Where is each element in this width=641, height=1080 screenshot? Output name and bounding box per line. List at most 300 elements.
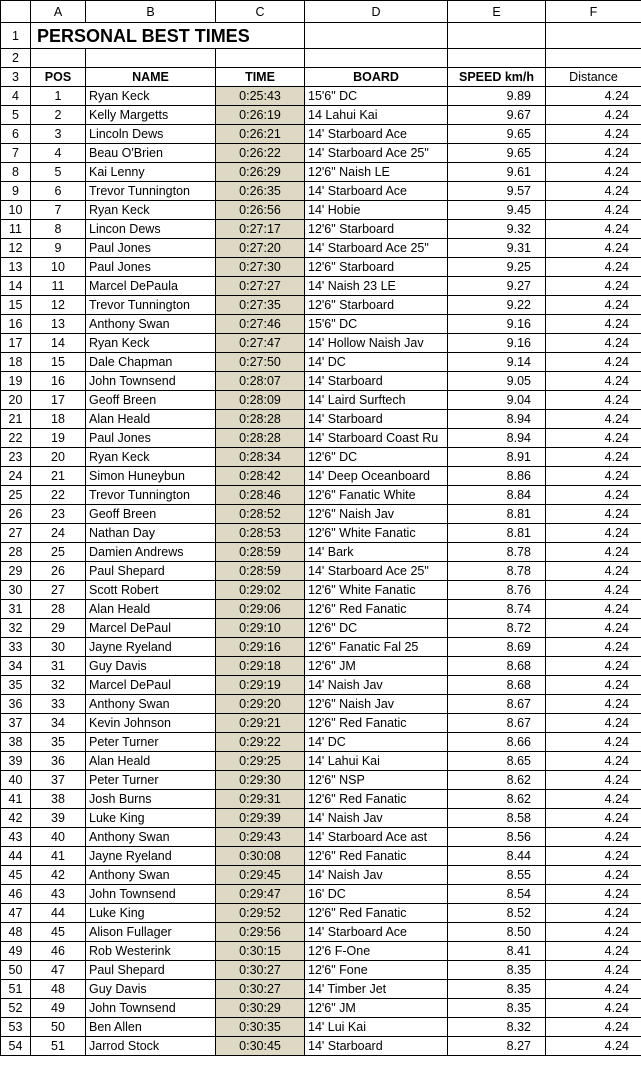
cell-board[interactable]: 12'6" Naish LE	[305, 163, 448, 182]
cell-time[interactable]: 0:30:27	[216, 980, 305, 999]
cell-pos[interactable]: 47	[31, 961, 86, 980]
row-header[interactable]: 3	[1, 68, 31, 87]
row-header[interactable]: 53	[1, 1018, 31, 1037]
cell-name[interactable]: John Townsend	[86, 999, 216, 1018]
cell-distance[interactable]: 4.24	[546, 353, 641, 372]
row-header[interactable]: 40	[1, 771, 31, 790]
cell-board[interactable]: 14' Starboard Ace ast	[305, 828, 448, 847]
cell-name[interactable]: Alan Heald	[86, 600, 216, 619]
cell-pos[interactable]: 25	[31, 543, 86, 562]
cell-distance[interactable]: 4.24	[546, 106, 641, 125]
cell-board[interactable]: 12'6" Red Fanatic	[305, 714, 448, 733]
cell[interactable]	[448, 23, 546, 49]
cell-speed[interactable]: 8.78	[448, 562, 546, 581]
cell-time[interactable]: 0:29:19	[216, 676, 305, 695]
cell-name[interactable]: Luke King	[86, 809, 216, 828]
row-header[interactable]: 16	[1, 315, 31, 334]
cell-pos[interactable]: 37	[31, 771, 86, 790]
row-header[interactable]: 32	[1, 619, 31, 638]
cell-name[interactable]: Jarrod Stock	[86, 1037, 216, 1056]
cell-name[interactable]: Anthony Swan	[86, 828, 216, 847]
cell-distance[interactable]: 4.24	[546, 600, 641, 619]
cell-board[interactable]: 12'6" Fone	[305, 961, 448, 980]
cell-name[interactable]: Geoff Breen	[86, 391, 216, 410]
cell-time[interactable]: 0:29:31	[216, 790, 305, 809]
cell-board[interactable]: 14' Timber Jet	[305, 980, 448, 999]
cell-board[interactable]: 12'6 F-One	[305, 942, 448, 961]
cell-speed[interactable]: 9.32	[448, 220, 546, 239]
cell-pos[interactable]: 45	[31, 923, 86, 942]
row-header[interactable]: 21	[1, 410, 31, 429]
header-board[interactable]: BOARD	[305, 68, 448, 87]
cell-speed[interactable]: 8.74	[448, 600, 546, 619]
row-header[interactable]: 37	[1, 714, 31, 733]
cell-name[interactable]: Paul Shepard	[86, 961, 216, 980]
cell-time[interactable]: 0:29:21	[216, 714, 305, 733]
cell-name[interactable]: Peter Turner	[86, 771, 216, 790]
cell-pos[interactable]: 22	[31, 486, 86, 505]
row-header[interactable]: 51	[1, 980, 31, 999]
cell-pos[interactable]: 2	[31, 106, 86, 125]
cell-name[interactable]: Alan Heald	[86, 752, 216, 771]
cell-time[interactable]: 0:27:27	[216, 277, 305, 296]
cell-board[interactable]: 12'6" Naish Jav	[305, 505, 448, 524]
cell-name[interactable]: Dale Chapman	[86, 353, 216, 372]
cell-pos[interactable]: 34	[31, 714, 86, 733]
cell-time[interactable]: 0:27:35	[216, 296, 305, 315]
cell-distance[interactable]: 4.24	[546, 505, 641, 524]
cell-time[interactable]: 0:30:45	[216, 1037, 305, 1056]
cell-pos[interactable]: 11	[31, 277, 86, 296]
cell-pos[interactable]: 35	[31, 733, 86, 752]
cell-name[interactable]: Rob Westerink	[86, 942, 216, 961]
cell-time[interactable]: 0:28:28	[216, 410, 305, 429]
row-header[interactable]: 39	[1, 752, 31, 771]
cell[interactable]	[305, 49, 448, 68]
cell-time[interactable]: 0:27:17	[216, 220, 305, 239]
row-header[interactable]: 42	[1, 809, 31, 828]
cell-name[interactable]: Ryan Keck	[86, 334, 216, 353]
cell-name[interactable]: Kai Lenny	[86, 163, 216, 182]
cell-distance[interactable]: 4.24	[546, 980, 641, 999]
cell-pos[interactable]: 13	[31, 315, 86, 334]
cell-time[interactable]: 0:30:15	[216, 942, 305, 961]
cell-distance[interactable]: 4.24	[546, 543, 641, 562]
cell-name[interactable]: Kevin Johnson	[86, 714, 216, 733]
cell-speed[interactable]: 8.81	[448, 505, 546, 524]
row-header[interactable]: 48	[1, 923, 31, 942]
cell-board[interactable]: 14' Deep Oceanboard	[305, 467, 448, 486]
cell-name[interactable]: Geoff Breen	[86, 505, 216, 524]
cell-distance[interactable]: 4.24	[546, 467, 641, 486]
row-header[interactable]: 34	[1, 657, 31, 676]
cell-speed[interactable]: 8.58	[448, 809, 546, 828]
cell-distance[interactable]: 4.24	[546, 524, 641, 543]
row-header[interactable]: 47	[1, 904, 31, 923]
row-header[interactable]: 35	[1, 676, 31, 695]
cell-pos[interactable]: 51	[31, 1037, 86, 1056]
row-header[interactable]: 18	[1, 353, 31, 372]
cell-board[interactable]: 12'6" DC	[305, 619, 448, 638]
cell[interactable]	[31, 49, 86, 68]
cell-time[interactable]: 0:29:06	[216, 600, 305, 619]
row-header[interactable]: 23	[1, 448, 31, 467]
cell-board[interactable]: 14' Starboard	[305, 410, 448, 429]
cell-speed[interactable]: 9.22	[448, 296, 546, 315]
row-header[interactable]: 52	[1, 999, 31, 1018]
cell-name[interactable]: Beau O'Brien	[86, 144, 216, 163]
cell-name[interactable]: Scott Robert	[86, 581, 216, 600]
cell-time[interactable]: 0:29:30	[216, 771, 305, 790]
cell-pos[interactable]: 27	[31, 581, 86, 600]
cell-speed[interactable]: 8.50	[448, 923, 546, 942]
cell-name[interactable]: Paul Shepard	[86, 562, 216, 581]
cell-board[interactable]: 12'6" NSP	[305, 771, 448, 790]
cell-distance[interactable]: 4.24	[546, 486, 641, 505]
cell-board[interactable]: 14' Lui Kai	[305, 1018, 448, 1037]
cell-speed[interactable]: 8.69	[448, 638, 546, 657]
cell-distance[interactable]: 4.24	[546, 809, 641, 828]
cell-board[interactable]: 12'6" Starboard	[305, 296, 448, 315]
cell-speed[interactable]: 8.62	[448, 771, 546, 790]
cell-board[interactable]: 12'6" DC	[305, 448, 448, 467]
row-header[interactable]: 46	[1, 885, 31, 904]
cell-name[interactable]: Marcel DePaul	[86, 619, 216, 638]
cell-name[interactable]: Alan Heald	[86, 410, 216, 429]
cell-board[interactable]: 14' Hollow Naish Jav	[305, 334, 448, 353]
cell-name[interactable]: Anthony Swan	[86, 315, 216, 334]
cell-distance[interactable]: 4.24	[546, 562, 641, 581]
cell-name[interactable]: Ben Allen	[86, 1018, 216, 1037]
cell-distance[interactable]: 4.24	[546, 619, 641, 638]
cell-board[interactable]: 15'6" DC	[305, 315, 448, 334]
cell-time[interactable]: 0:27:50	[216, 353, 305, 372]
cell-distance[interactable]: 4.24	[546, 163, 641, 182]
cell-pos[interactable]: 9	[31, 239, 86, 258]
cell-pos[interactable]: 21	[31, 467, 86, 486]
cell-time[interactable]: 0:28:42	[216, 467, 305, 486]
cell-distance[interactable]: 4.24	[546, 239, 641, 258]
cell-name[interactable]: Nathan Day	[86, 524, 216, 543]
row-header[interactable]: 12	[1, 239, 31, 258]
cell-time[interactable]: 0:26:35	[216, 182, 305, 201]
header-distance[interactable]: Distance	[546, 68, 641, 87]
cell-pos[interactable]: 4	[31, 144, 86, 163]
row-header[interactable]: 43	[1, 828, 31, 847]
cell-distance[interactable]: 4.24	[546, 638, 641, 657]
cell-speed[interactable]: 8.55	[448, 866, 546, 885]
cell-pos[interactable]: 18	[31, 410, 86, 429]
cell-time[interactable]: 0:29:02	[216, 581, 305, 600]
header-pos[interactable]: POS	[31, 68, 86, 87]
column-header-c[interactable]: C	[216, 1, 305, 23]
cell-pos[interactable]: 14	[31, 334, 86, 353]
cell-name[interactable]: John Townsend	[86, 372, 216, 391]
cell-speed[interactable]: 8.44	[448, 847, 546, 866]
cell-distance[interactable]: 4.24	[546, 771, 641, 790]
row-header[interactable]: 19	[1, 372, 31, 391]
cell-distance[interactable]: 4.24	[546, 676, 641, 695]
cell-name[interactable]: Peter Turner	[86, 733, 216, 752]
cell-time[interactable]: 0:26:19	[216, 106, 305, 125]
row-header[interactable]: 5	[1, 106, 31, 125]
cell-speed[interactable]: 9.14	[448, 353, 546, 372]
header-speed[interactable]: SPEED km/h	[448, 68, 546, 87]
cell-name[interactable]: Simon Huneybun	[86, 467, 216, 486]
cell-board[interactable]: 12'6" Starboard	[305, 258, 448, 277]
cell-speed[interactable]: 9.61	[448, 163, 546, 182]
cell-speed[interactable]: 8.67	[448, 695, 546, 714]
cell-board[interactable]: 12'6" White Fanatic	[305, 524, 448, 543]
cell[interactable]	[546, 49, 641, 68]
cell-pos[interactable]: 29	[31, 619, 86, 638]
cell-name[interactable]: Paul Jones	[86, 239, 216, 258]
cell-distance[interactable]: 4.24	[546, 752, 641, 771]
cell-time[interactable]: 0:29:18	[216, 657, 305, 676]
cell-distance[interactable]: 4.24	[546, 1037, 641, 1056]
row-header[interactable]: 38	[1, 733, 31, 752]
cell-speed[interactable]: 9.04	[448, 391, 546, 410]
cell-speed[interactable]: 8.68	[448, 657, 546, 676]
cell-distance[interactable]: 4.24	[546, 714, 641, 733]
cell-speed[interactable]: 8.84	[448, 486, 546, 505]
cell-time[interactable]: 0:29:52	[216, 904, 305, 923]
cell-pos[interactable]: 39	[31, 809, 86, 828]
cell-distance[interactable]: 4.24	[546, 182, 641, 201]
cell-pos[interactable]: 17	[31, 391, 86, 410]
cell-speed[interactable]: 9.57	[448, 182, 546, 201]
cell-board[interactable]: 14' Lahui Kai	[305, 752, 448, 771]
cell-board[interactable]: 12'6" JM	[305, 999, 448, 1018]
column-header-e[interactable]: E	[448, 1, 546, 23]
cell-pos[interactable]: 8	[31, 220, 86, 239]
cell-time[interactable]: 0:27:46	[216, 315, 305, 334]
cell-distance[interactable]: 4.24	[546, 695, 641, 714]
cell[interactable]	[305, 23, 448, 49]
row-header[interactable]: 2	[1, 49, 31, 68]
cell-distance[interactable]: 4.24	[546, 296, 641, 315]
cell-speed[interactable]: 9.05	[448, 372, 546, 391]
cell-speed[interactable]: 9.65	[448, 125, 546, 144]
cell-speed[interactable]: 8.67	[448, 714, 546, 733]
cell-name[interactable]: Ryan Keck	[86, 201, 216, 220]
cell-time[interactable]: 0:29:25	[216, 752, 305, 771]
cell-name[interactable]: Jayne Ryeland	[86, 847, 216, 866]
cell-pos[interactable]: 41	[31, 847, 86, 866]
cell-time[interactable]: 0:25:43	[216, 87, 305, 106]
cell-speed[interactable]: 8.54	[448, 885, 546, 904]
cell-time[interactable]: 0:29:43	[216, 828, 305, 847]
cell-pos[interactable]: 36	[31, 752, 86, 771]
row-header[interactable]: 24	[1, 467, 31, 486]
cell-distance[interactable]: 4.24	[546, 220, 641, 239]
cell-distance[interactable]: 4.24	[546, 999, 641, 1018]
cell-name[interactable]: Marcel DePaula	[86, 277, 216, 296]
select-all-corner[interactable]	[1, 1, 31, 23]
cell-pos[interactable]: 6	[31, 182, 86, 201]
cell-pos[interactable]: 7	[31, 201, 86, 220]
row-header[interactable]: 17	[1, 334, 31, 353]
row-header[interactable]: 1	[1, 23, 31, 49]
cell-distance[interactable]: 4.24	[546, 429, 641, 448]
cell-name[interactable]: Ryan Keck	[86, 87, 216, 106]
cell-board[interactable]: 14' Naish 23 LE	[305, 277, 448, 296]
cell-distance[interactable]: 4.24	[546, 790, 641, 809]
cell-distance[interactable]: 4.24	[546, 828, 641, 847]
sheet-title[interactable]: PERSONAL BEST TIMES	[31, 23, 305, 49]
cell-distance[interactable]: 4.24	[546, 372, 641, 391]
cell-speed[interactable]: 9.16	[448, 315, 546, 334]
cell-speed[interactable]: 8.65	[448, 752, 546, 771]
cell-pos[interactable]: 19	[31, 429, 86, 448]
cell-pos[interactable]: 26	[31, 562, 86, 581]
cell-pos[interactable]: 40	[31, 828, 86, 847]
row-header[interactable]: 44	[1, 847, 31, 866]
cell-pos[interactable]: 32	[31, 676, 86, 695]
cell-pos[interactable]: 28	[31, 600, 86, 619]
cell-distance[interactable]: 4.24	[546, 657, 641, 676]
cell-speed[interactable]: 8.32	[448, 1018, 546, 1037]
cell-speed[interactable]: 8.94	[448, 429, 546, 448]
cell-time[interactable]: 0:30:08	[216, 847, 305, 866]
row-header[interactable]: 28	[1, 543, 31, 562]
row-header[interactable]: 45	[1, 866, 31, 885]
cell-name[interactable]: Luke King	[86, 904, 216, 923]
row-header[interactable]: 6	[1, 125, 31, 144]
cell-name[interactable]: Trevor Tunnington	[86, 182, 216, 201]
cell[interactable]	[546, 23, 641, 49]
cell-board[interactable]: 14' Starboard Ace	[305, 182, 448, 201]
cell-distance[interactable]: 4.24	[546, 866, 641, 885]
cell-time[interactable]: 0:28:34	[216, 448, 305, 467]
row-header[interactable]: 10	[1, 201, 31, 220]
cell-speed[interactable]: 8.66	[448, 733, 546, 752]
cell-name[interactable]: Lincoln Dews	[86, 125, 216, 144]
cell-board[interactable]: 14' Starboard Ace	[305, 923, 448, 942]
row-header[interactable]: 13	[1, 258, 31, 277]
cell-name[interactable]: Trevor Tunnington	[86, 296, 216, 315]
cell-pos[interactable]: 15	[31, 353, 86, 372]
cell-distance[interactable]: 4.24	[546, 448, 641, 467]
cell-speed[interactable]: 8.86	[448, 467, 546, 486]
cell-board[interactable]: 14 Lahui Kai	[305, 106, 448, 125]
cell-pos[interactable]: 10	[31, 258, 86, 277]
cell-time[interactable]: 0:27:47	[216, 334, 305, 353]
cell[interactable]	[216, 49, 305, 68]
cell-name[interactable]: Paul Jones	[86, 258, 216, 277]
cell-speed[interactable]: 9.27	[448, 277, 546, 296]
row-header[interactable]: 54	[1, 1037, 31, 1056]
cell-board[interactable]: 14' Starboard	[305, 372, 448, 391]
cell-time[interactable]: 0:29:56	[216, 923, 305, 942]
cell-time[interactable]: 0:29:47	[216, 885, 305, 904]
cell-pos[interactable]: 3	[31, 125, 86, 144]
cell-time[interactable]: 0:26:21	[216, 125, 305, 144]
row-header[interactable]: 8	[1, 163, 31, 182]
cell-speed[interactable]: 8.35	[448, 999, 546, 1018]
cell-time[interactable]: 0:29:45	[216, 866, 305, 885]
cell-time[interactable]: 0:27:30	[216, 258, 305, 277]
cell-speed[interactable]: 8.76	[448, 581, 546, 600]
cell-name[interactable]: Trevor Tunnington	[86, 486, 216, 505]
cell-pos[interactable]: 31	[31, 657, 86, 676]
cell-speed[interactable]: 9.45	[448, 201, 546, 220]
cell-time[interactable]: 0:28:07	[216, 372, 305, 391]
cell-distance[interactable]: 4.24	[546, 277, 641, 296]
cell-distance[interactable]: 4.24	[546, 733, 641, 752]
cell-board[interactable]: 12'6" Starboard	[305, 220, 448, 239]
cell-name[interactable]: John Townsend	[86, 885, 216, 904]
cell-name[interactable]: Anthony Swan	[86, 695, 216, 714]
cell-pos[interactable]: 5	[31, 163, 86, 182]
cell-distance[interactable]: 4.24	[546, 87, 641, 106]
cell-name[interactable]: Ryan Keck	[86, 448, 216, 467]
cell-speed[interactable]: 8.56	[448, 828, 546, 847]
cell-speed[interactable]: 9.67	[448, 106, 546, 125]
cell-time[interactable]: 0:30:35	[216, 1018, 305, 1037]
cell-distance[interactable]: 4.24	[546, 410, 641, 429]
cell-board[interactable]: 12'6" Red Fanatic	[305, 847, 448, 866]
cell-board[interactable]: 12'6" White Fanatic	[305, 581, 448, 600]
cell-time[interactable]: 0:26:22	[216, 144, 305, 163]
cell-distance[interactable]: 4.24	[546, 315, 641, 334]
cell-speed[interactable]: 8.91	[448, 448, 546, 467]
row-header[interactable]: 7	[1, 144, 31, 163]
cell-pos[interactable]: 30	[31, 638, 86, 657]
cell-speed[interactable]: 8.72	[448, 619, 546, 638]
cell-pos[interactable]: 50	[31, 1018, 86, 1037]
header-time[interactable]: TIME	[216, 68, 305, 87]
cell-pos[interactable]: 44	[31, 904, 86, 923]
cell-board[interactable]: 14' Starboard Ace 25"	[305, 562, 448, 581]
row-header[interactable]: 41	[1, 790, 31, 809]
cell-time[interactable]: 0:28:09	[216, 391, 305, 410]
cell-time[interactable]: 0:29:22	[216, 733, 305, 752]
cell-distance[interactable]: 4.24	[546, 885, 641, 904]
cell-distance[interactable]: 4.24	[546, 144, 641, 163]
cell-distance[interactable]: 4.24	[546, 201, 641, 220]
cell-distance[interactable]: 4.24	[546, 942, 641, 961]
cell-time[interactable]: 0:27:20	[216, 239, 305, 258]
cell-speed[interactable]: 8.35	[448, 961, 546, 980]
cell-board[interactable]: 14' Starboard Ace 25"	[305, 144, 448, 163]
cell-time[interactable]: 0:28:59	[216, 562, 305, 581]
cell-pos[interactable]: 20	[31, 448, 86, 467]
cell-board[interactable]: 14' Naish Jav	[305, 676, 448, 695]
cell-speed[interactable]: 9.16	[448, 334, 546, 353]
column-header-a[interactable]: A	[31, 1, 86, 23]
cell-time[interactable]: 0:29:39	[216, 809, 305, 828]
cell-board[interactable]: 14' Naish Jav	[305, 809, 448, 828]
cell-distance[interactable]: 4.24	[546, 923, 641, 942]
column-header-d[interactable]: D	[305, 1, 448, 23]
cell-name[interactable]: Damien Andrews	[86, 543, 216, 562]
cell-board[interactable]: 15'6" DC	[305, 87, 448, 106]
cell-name[interactable]: Paul Jones	[86, 429, 216, 448]
cell-board[interactable]: 12'6" JM	[305, 657, 448, 676]
header-name[interactable]: NAME	[86, 68, 216, 87]
cell-speed[interactable]: 9.31	[448, 239, 546, 258]
row-header[interactable]: 36	[1, 695, 31, 714]
cell-pos[interactable]: 23	[31, 505, 86, 524]
cell-distance[interactable]: 4.24	[546, 904, 641, 923]
cell-board[interactable]: 12'6" Fanatic White	[305, 486, 448, 505]
cell-time[interactable]: 0:30:27	[216, 961, 305, 980]
row-header[interactable]: 4	[1, 87, 31, 106]
cell-distance[interactable]: 4.24	[546, 1018, 641, 1037]
cell-board[interactable]: 12'6" Red Fanatic	[305, 904, 448, 923]
cell-speed[interactable]: 8.52	[448, 904, 546, 923]
